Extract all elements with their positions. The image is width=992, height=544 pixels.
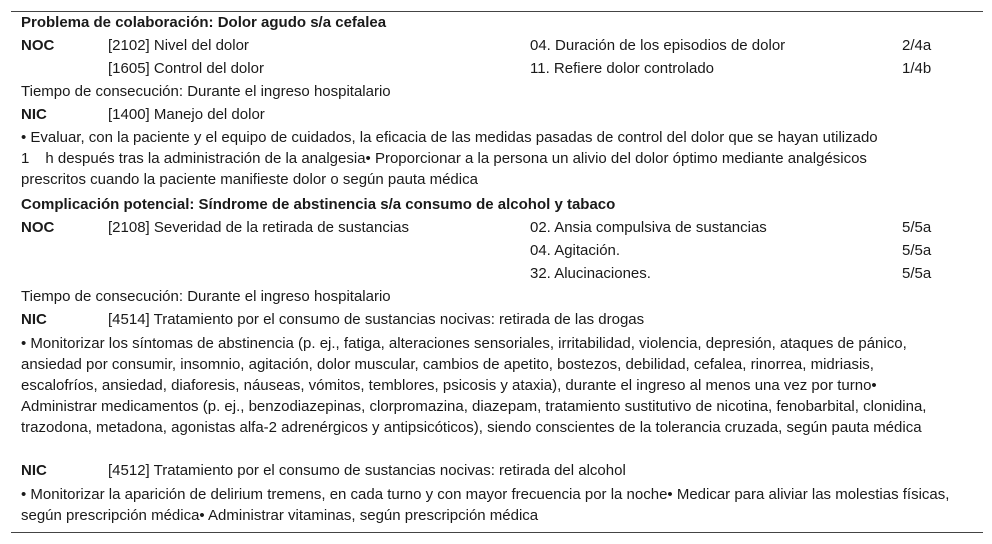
section1-noc-label: NOC <box>21 37 55 54</box>
section1-nic-label: NIC <box>21 106 47 123</box>
section2-indicator-3: 32. Alucinaciones. <box>530 265 651 282</box>
section2-nic2-code: [4512] Tratamiento por el consumo de sustancias nocivas: retirada del alcohol <box>108 462 626 479</box>
section1-score-2: 1/4b <box>902 60 932 77</box>
section2-nic2-label: NIC <box>21 462 47 479</box>
section2-nic1-activities: • Monitorizar los síntomas de abstinencia (p. ej., fatiga, alteraciones sensoriales, irritabilidad, violencia, depresión, ataques de pánico, ansiedad por consumir, insomnio, agitación, dolor muscular, cambios de apetito, bostezos, debilidad, cefalea, rinorrea, midriasis, escalofríos, ansiedad, diaforesis, náuseas, vómitos, temblores, psicosis y ataxia), durante el ingreso al menos una vez por turno• Administrar medicamentos (p. ej., benzodiazepinas, clorpromazina, diazepam, tratamiento sustitutivo de nicotina, fenobarbital, clonidina, trazodona, metadona, agonistas alfa-2 adrenérgicos y antipsicóticos), siendo conscientes de la tolerancia cruzada, según pauta médica <box>21 335 927 436</box>
section2-nic1-code: [4514] Tratamiento por el consumo de sustancias nocivas: retirada de las drogas <box>108 311 645 328</box>
section2-indicator-2: 04. Agitación. <box>530 242 621 259</box>
section2-noc-label: NOC <box>21 219 55 236</box>
section2-noc-code: [2108] Severidad de la retirada de sustancias <box>108 219 410 236</box>
section1-activities-num: 1 <box>21 150 30 167</box>
section1-title: Problema de colaboración: Dolor agudo s/a cefalea <box>21 14 387 31</box>
section1-activities-line1: • Evaluar, con la paciente y el equipo de cuidados, la eficacia de las medidas pasadas de control del dolor que se hayan utilizado <box>21 129 878 146</box>
section1-noc-code-2: [1605] Control del dolor <box>108 60 264 77</box>
section2-score-3: 5/5a <box>902 265 932 282</box>
section2-nic1-label: NIC <box>21 311 47 328</box>
section1-indicator-2: 11. Refiere dolor controlado <box>530 60 714 77</box>
section1-time: Tiempo de consecución: Durante el ingreso hospitalario <box>21 83 391 100</box>
section1-indicator-1: 04. Duración de los episodios de dolor <box>530 37 786 54</box>
section2-score-2: 5/5a <box>902 242 932 259</box>
section2-score-1: 5/5a <box>902 219 932 236</box>
section2-title: Complicación potencial: Síndrome de abstinencia s/a consumo de alcohol y tabaco <box>21 196 616 213</box>
section1-nic-code: [1400] Manejo del dolor <box>108 106 265 123</box>
section1-activities-text: h después tras la administración de la analgesia• Proporcionar a la persona un alivio del dolor óptimo mediante analgésicos <box>45 150 867 167</box>
section1-activities-line3: prescritos cuando la paciente manifieste dolor o según pauta médica <box>21 171 478 188</box>
section1-score-1: 2/4a <box>902 37 932 54</box>
section2-time: Tiempo de consecución: Durante el ingreso hospitalario <box>21 288 391 305</box>
section1-activities-line2 <box>21 149 867 170</box>
section2-nic2-activities: • Monitorizar la aparición de delirium tremens, en cada turno y con mayor frecuencia por la noche• Medicar para aliviar las molestias físicas, según prescripción médica• Administrar vitaminas, según prescripción médica <box>21 486 950 524</box>
section2-indicator-1: 02. Ansia compulsiva de sustancias <box>530 219 767 236</box>
section1-noc-code-1: [2102] Nivel del dolor <box>108 37 249 54</box>
